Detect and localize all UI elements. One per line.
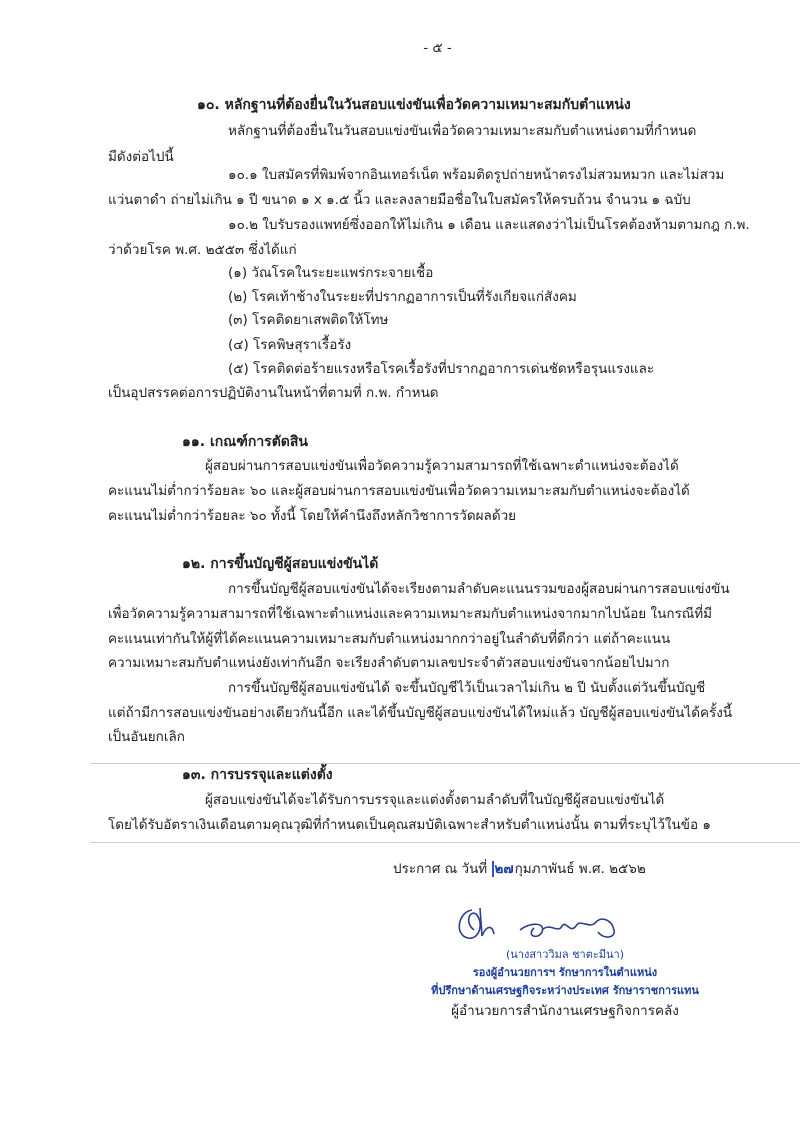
announcement-date bbox=[393, 860, 646, 878]
section-12-line: ความเหมาะสมกับตำแหน่งยังเท่ากันอีก จะเรียงลำดับตามเลขประจำตัวสอบแข่งขันจากน้อยไปมาก bbox=[108, 655, 670, 671]
section-13-line: โดยได้รับอัตราเงินเดือนตามคุณวุฒิที่กำหนดเป็นคุณสมบัติเฉพาะสำหรับตำแหน่งนั้น ตามที่ระบุไว้ในข้อ ๑ bbox=[108, 817, 711, 833]
scan-line-divider bbox=[90, 763, 800, 764]
signatory-title-2: ที่ปรึกษาด้านเศรษฐกิจระหว่างประเทศ รักษาราชการแทน bbox=[431, 984, 699, 997]
announcement-suffix: กุมภาพันธ์ พ.ศ. ๒๕๖๒ bbox=[514, 861, 646, 877]
announcement-prefix: ประกาศ ณ วันที่ bbox=[393, 861, 488, 877]
disease-item: (๔) โรคพิษสุราเรื้อรัง bbox=[228, 337, 352, 353]
section-11-line: คะแนนไม่ต่ำกว่าร้อยละ ๖๐ ทั้งนี้ โดยให้คำนึงถึงหลักวิชาการวัดผลด้วย bbox=[108, 508, 517, 524]
section-11-heading: ๑๑. เกณฑ์การตัดสิน bbox=[182, 434, 308, 450]
section-12-line: การขึ้นบัญชีผู้สอบแข่งขันได้ จะขึ้นบัญชีไว้เป็นเวลาไม่เกิน ๒ ปี นับตั้งแต่วันขึ้นบัญชี bbox=[228, 680, 706, 696]
section-10-line: เป็นอุปสรรคต่อการปฏิบัติงานในหน้าที่ตามที่ ก.พ. กำหนด bbox=[108, 385, 439, 401]
signatory-name: (นางสาววิมล ชาตะมีนา) bbox=[505, 948, 625, 961]
handwritten-signature bbox=[450, 900, 630, 945]
section-10-line: หลักฐานที่ต้องยื่นในวันสอบแข่งขันเพื่อวัดความเหมาะสมกับตำแหน่งตามที่กำหนด bbox=[228, 123, 697, 139]
section-12-heading: ๑๒. การขึ้นบัญชีผู้สอบแข่งขันได้ bbox=[182, 556, 379, 572]
section-12-line: การขึ้นบัญชีผู้สอบแข่งขันได้จะเรียงตามลำดับคะแนนรวมของผู้สอบผ่านการสอบแข่งขัน bbox=[228, 581, 730, 597]
section-11-line: ผู้สอบผ่านการสอบแข่งขันเพื่อวัดความรู้ความสามารถที่ใช้เฉพาะตำแหน่งจะต้องได้ bbox=[205, 458, 679, 474]
section-10-heading: ๑๐. หลักฐานที่ต้องยื่นในวันสอบแข่งขันเพื่อวัดความเหมาะสมกับตำแหน่ง bbox=[197, 97, 631, 113]
section-10-line: แว่นตาดำ ถ่ายไม่เกิน ๑ ปี ขนาด ๑ x ๑.๕ นิ้ว และลงลายมือชื่อในใบสมัครให้ครบถ้วน จำนวน ๑ ฉบับ bbox=[108, 192, 691, 208]
disease-item: (๒) โรคเท้าช้างในระยะที่ปรากฏอาการเป็นที่รังเกียจแก่สังคม bbox=[228, 289, 577, 305]
page-number: - ๕ - bbox=[423, 40, 452, 56]
section-12-line: เพื่อวัดความรู้ความสามารถที่ใช้เฉพาะตำแหน่งและความเหมาะสมกับตำแหน่งจากมากไปน้อย ในกรณีที่มี bbox=[108, 606, 713, 622]
section-10-line: ๑๐.๑ ใบสมัครที่พิมพ์จากอินเทอร์เน็ต พร้อมติดรูปถ่ายหน้าตรงไม่สวมหมวก และไม่สวม bbox=[228, 167, 725, 183]
scan-line-divider bbox=[90, 842, 800, 843]
section-10-line: มีดังต่อไปนี้ bbox=[108, 149, 174, 165]
section-10-line: ว่าด้วยโรค พ.ศ. ๒๕๕๓ ซึ่งได้แก่ bbox=[108, 242, 297, 258]
section-12-line: เป็นอันยกเลิก bbox=[108, 729, 185, 745]
section-13-heading: ๑๓. การบรรจุและแต่งตั้ง bbox=[182, 767, 333, 783]
section-10-line: ๑๐.๒ ใบรับรองแพทย์ซึ่งออกให้ไม่เกิน ๑ เดือน และแสดงว่าไม่เป็นโรคต้องห้ามตามกฎ ก.พ. bbox=[228, 217, 750, 233]
section-12-line: แต่ถ้ามีการสอบแข่งขันอย่างเดียวกันนี้อีก และได้ขึ้นบัญชีผู้สอบแข่งขันได้ใหม่แล้ว บัญชีผู้สอบแข่งขันได้ครั้งนี้ bbox=[108, 705, 733, 721]
signatory-title-3: ผู้อำนวยการสำนักงานเศรษฐกิจการคลัง bbox=[451, 1003, 679, 1019]
disease-item: (๑) วัณโรคในระยะแพร่กระจายเชื้อ bbox=[228, 265, 434, 281]
section-12-line: คะแนนเท่ากันให้ผู้ที่ได้คะแนนความเหมาะสมกับตำแหน่งมากกว่าอยู่ในลำดับที่ดีกว่า แต่ถ้าคะแนน bbox=[108, 631, 671, 647]
section-13-line: ผู้สอบแข่งขันได้จะได้รับการบรรจุและแต่งตั้งตามลำดับที่ในบัญชีผู้สอบแข่งขันได้ bbox=[205, 792, 665, 808]
handwritten-day: ๒๗ bbox=[492, 861, 515, 877]
signatory-title-1: รองผู้อำนวยการฯ รักษาการในตำแหน่ง bbox=[472, 966, 658, 979]
section-11-line: คะแนนไม่ต่ำกว่าร้อยละ ๖๐ และผู้สอบผ่านการสอบแข่งขันเพื่อวัดความเหมาะสมกับตำแหน่งจะต้องได้ bbox=[108, 483, 690, 499]
disease-item: (๓) โรคติดยาเสพติดให้โทษ bbox=[228, 312, 389, 328]
disease-item: (๕) โรคติดต่อร้ายแรงหรือโรคเรื้อรังที่ปรากฏอาการเด่นชัดหรือรุนแรงและ bbox=[228, 361, 655, 377]
